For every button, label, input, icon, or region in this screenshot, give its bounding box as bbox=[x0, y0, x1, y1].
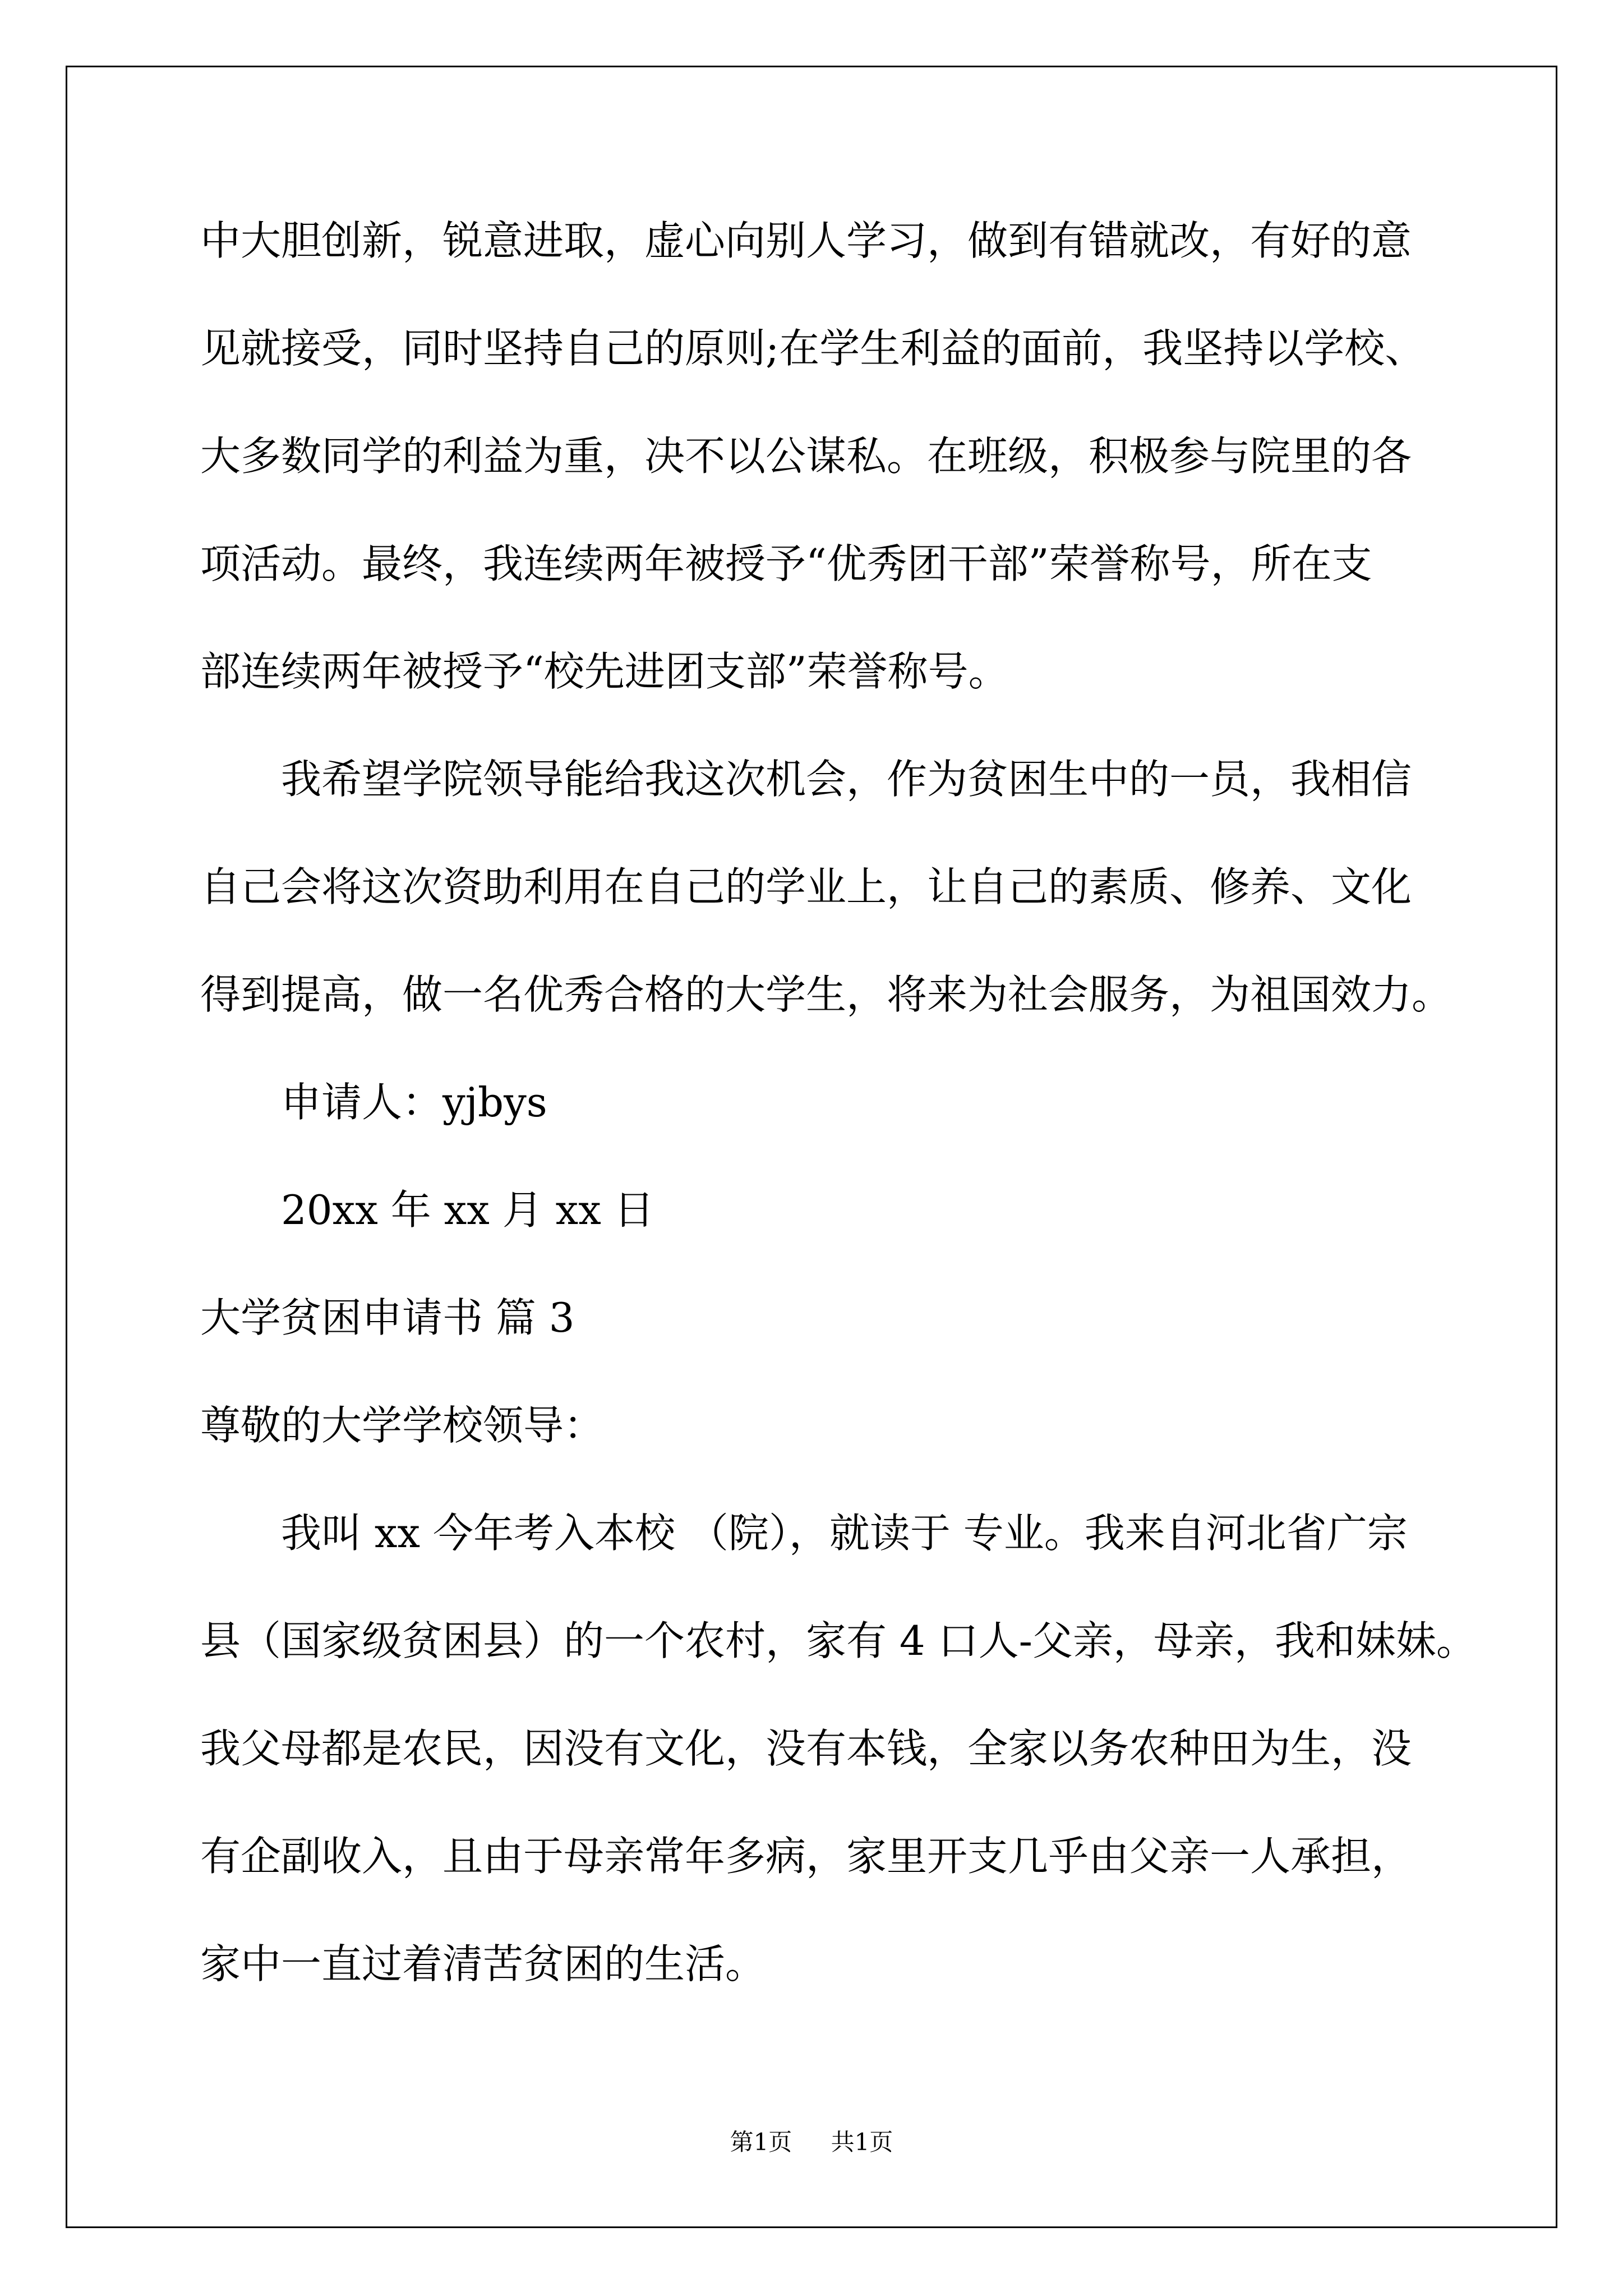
text-line: 县（国家级贫困县）的一个农村，家有 4 口人-父亲，母亲，我和妹妹。 bbox=[200, 1617, 1477, 1664]
text-line: 有企副收入，且由于母亲常年多病，家里开支几乎由父亲一人承担， bbox=[200, 1833, 1412, 1880]
text-line: 尊敬的大学学校领导： bbox=[200, 1402, 605, 1449]
document-body bbox=[200, 217, 1477, 2051]
page-footer bbox=[0, 2124, 1623, 2157]
text-line: 大多数同学的利益为重，决不以公谋私。在班级，积极参与院里的各 bbox=[200, 432, 1412, 480]
text-line: 项活动。最终，我连续两年被授予“优秀团干部”荣誉称号，所在支 bbox=[200, 540, 1372, 587]
page-number: 第1页 bbox=[730, 2128, 792, 2156]
text-line: 自己会将这次资助利用在自己的学业上，让自己的素质、修养、文化 bbox=[200, 863, 1412, 910]
text-line: 部连续两年被授予“校先进团支部”荣誉称号。 bbox=[200, 648, 1009, 695]
text-line: 我希望学院领导能给我这次机会，作为贫困生中的一员，我相信 bbox=[281, 756, 1412, 803]
text-line: 中大胆创新，锐意进取，虚心向别人学习，做到有错就改，有好的意 bbox=[200, 217, 1412, 264]
text-line: 得到提高，做一名优秀合格的大学生，将来为社会服务，为祖国效力。 bbox=[200, 971, 1453, 1018]
text-line: 见就接受，同时坚持自己的原则;在学生利益的面前，我坚持以学校、 bbox=[200, 325, 1426, 372]
text-line: 申请人：yjbys bbox=[281, 1079, 547, 1126]
text-line: 大学贫困申请书 篇 3 bbox=[200, 1294, 575, 1341]
text-line: 家中一直过着清苦贫困的生活。 bbox=[200, 1940, 766, 1987]
text-line: 我叫 xx 今年考入本校 （院），就读于 专业。我来自河北省广宗 bbox=[281, 1510, 1408, 1557]
text-line: 20xx 年 xx 月 xx 日 bbox=[281, 1186, 654, 1234]
text-line: 我父母都是农民，因没有文化，没有本钱，全家以务农种田为生，没 bbox=[200, 1725, 1412, 1772]
page-total: 共1页 bbox=[831, 2128, 893, 2156]
